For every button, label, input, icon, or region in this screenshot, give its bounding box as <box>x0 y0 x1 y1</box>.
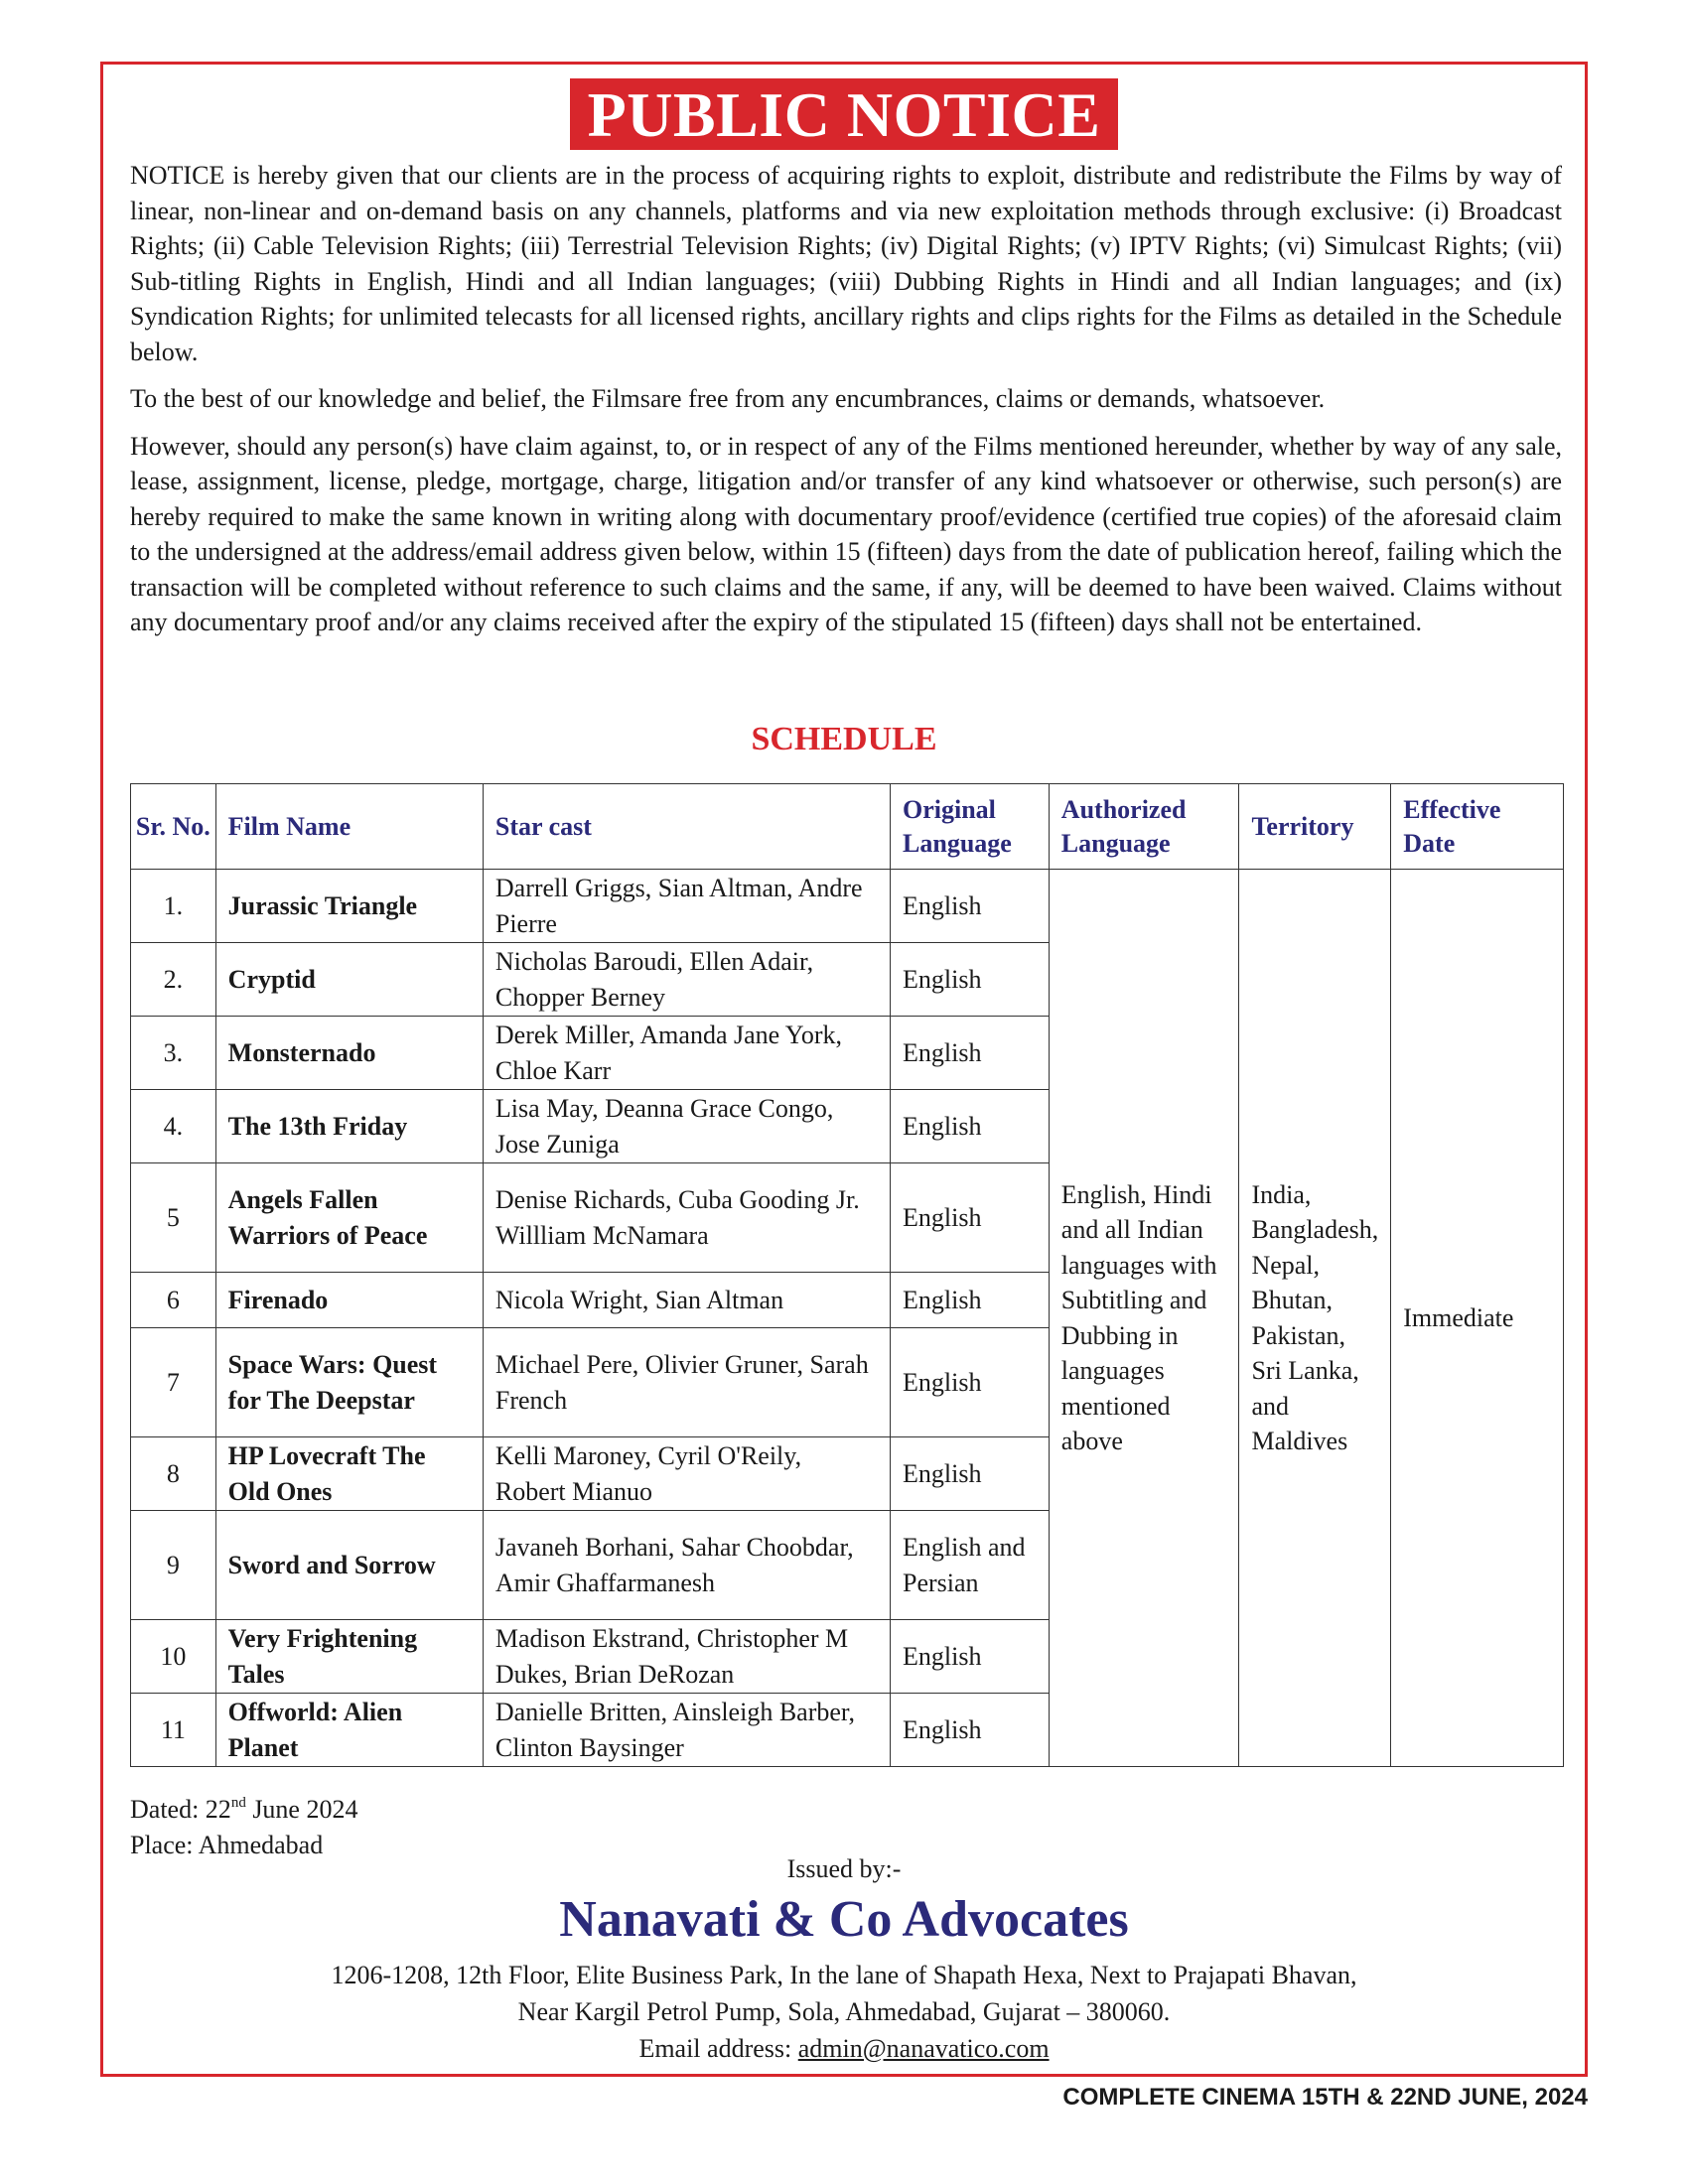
row-star-cast: Madison Ekstrand, Christopher M Dukes, Brian DeRozan <box>483 1620 890 1694</box>
dated-prefix: Dated: 22 <box>130 1795 231 1824</box>
place-line: Place: Ahmedabad <box>130 1831 324 1859</box>
header-sr-no: Sr. No. <box>131 784 216 870</box>
email-line <box>103 2030 1585 2067</box>
firm-name: Nanavati & Co Advocates <box>559 1891 1129 1948</box>
row-original-language: English <box>891 1273 1050 1328</box>
dated-suffix: June 2024 <box>245 1795 358 1824</box>
row-original-language: English <box>891 1437 1050 1511</box>
row-film-name: Jurassic Triangle <box>215 870 483 943</box>
row-film-name: Cryptid <box>215 943 483 1017</box>
row-star-cast: Lisa May, Deanna Grace Congo, Jose Zuniga <box>483 1090 890 1163</box>
header-territory: Territory <box>1239 784 1391 870</box>
row-sr-no: 10 <box>131 1620 216 1694</box>
row-original-language: English <box>891 870 1050 943</box>
row-star-cast: Nicola Wright, Sian Altman <box>483 1273 890 1328</box>
row-sr-no: 4. <box>131 1090 216 1163</box>
table-header-row <box>131 784 1564 870</box>
authorized-language-cell: English, Hindi and all Indian languages with Subtitling and Dubbing in languages mentioned above <box>1049 870 1239 1767</box>
row-original-language: English <box>891 1620 1050 1694</box>
notice-body <box>130 158 1562 652</box>
row-original-language: English <box>891 1163 1050 1273</box>
header-star-cast: Star cast <box>483 784 890 870</box>
header-film-name: Film Name <box>215 784 483 870</box>
row-sr-no: 3. <box>131 1017 216 1090</box>
issued-by: Issued by:- <box>786 1854 902 1883</box>
effective-date-cell: Immediate <box>1391 870 1564 1767</box>
row-film-name: Angels Fallen Warriors of Peace <box>215 1163 483 1273</box>
title-wrap <box>103 78 1585 150</box>
row-original-language: English <box>891 1017 1050 1090</box>
row-original-language: English and Persian <box>891 1511 1050 1620</box>
dated-line <box>130 1792 357 1828</box>
row-sr-no: 2. <box>131 943 216 1017</box>
row-film-name: Monsternado <box>215 1017 483 1090</box>
row-film-name: Very Frightening Tales <box>215 1620 483 1694</box>
row-sr-no: 6 <box>131 1273 216 1328</box>
row-film-name: HP Lovecraft The Old Ones <box>215 1437 483 1511</box>
row-original-language: English <box>891 943 1050 1017</box>
dated-ordinal: nd <box>230 1795 246 1811</box>
paragraph-rights: NOTICE is hereby given that our clients are in the process of acquiring rights to exploit, distribute and redistribute the Films by way of linear, non-linear and on-demand basis on any channels, platforms and via new exploitation methods through exclusive: (i) Broadcast Rights; (ii) Cable Television Rights; (iii) Terrestrial Television Rights; (iv) Digital Rights; (v) IPTV Rights; (vi) Simulcast Rights; (vii) Sub-titling Rights in English, Hindi and all Indian languages; (viii) Dubbing Rights in Hindi and all Indian languages; and (ix) Syndication Rights; for unlimited telecasts for all licensed rights, ancillary rights and clips rights for the Films as detailed in the Schedule below. <box>130 161 1562 366</box>
address-line-2: Near Kargil Petrol Pump, Sola, Ahmedabad, Gujarat – 380060. <box>517 1997 1171 2026</box>
schedule-table <box>130 783 1564 1767</box>
row-star-cast: Danielle Britten, Ainsleigh Barber, Clinton Baysinger <box>483 1694 890 1767</box>
row-film-name: Offworld: Alien Planet <box>215 1694 483 1767</box>
row-film-name: Sword and Sorrow <box>215 1511 483 1620</box>
paragraph-belief: To the best of our knowledge and belief, the Filmsare free from any encumbrances, claims or demands, whatsoever. <box>130 384 1326 413</box>
row-sr-no: 5 <box>131 1163 216 1273</box>
row-sr-no: 8 <box>131 1437 216 1511</box>
notice-frame <box>100 62 1588 2077</box>
row-star-cast: Derek Miller, Amanda Jane York, Chloe Karr <box>483 1017 890 1090</box>
firm-address <box>103 1957 1585 2067</box>
row-sr-no: 1. <box>131 870 216 943</box>
email-label: Email address: <box>638 2034 798 2063</box>
schedule-heading: SCHEDULE <box>751 721 937 757</box>
header-authorized-language: Authorized Language <box>1049 784 1239 870</box>
row-sr-no: 11 <box>131 1694 216 1767</box>
row-original-language: English <box>891 1694 1050 1767</box>
page-title: PUBLIC NOTICE <box>570 78 1119 150</box>
row-star-cast: Denise Richards, Cuba Gooding Jr. Willliam McNamara <box>483 1163 890 1273</box>
email-link[interactable]: admin@nanavatico.com <box>797 2034 1050 2063</box>
row-original-language: English <box>891 1328 1050 1437</box>
row-sr-no: 9 <box>131 1511 216 1620</box>
row-star-cast: Javaneh Borhani, Sahar Choobdar, Amir Ghaffarmanesh <box>483 1511 890 1620</box>
row-sr-no: 7 <box>131 1328 216 1437</box>
row-film-name: Space Wars: Quest for The Deepstar <box>215 1328 483 1437</box>
row-star-cast: Kelli Maroney, Cyril O'Reily, Robert Mianuo <box>483 1437 890 1511</box>
row-original-language: English <box>891 1090 1050 1163</box>
publication-footer: COMPLETE CINEMA 15TH & 22ND JUNE, 2024 <box>1062 2084 1588 2111</box>
row-film-name: Firenado <box>215 1273 483 1328</box>
territory-cell: India, Bangladesh, Nepal, Bhutan, Pakistan, Sri Lanka, and Maldives <box>1239 870 1391 1767</box>
row-star-cast: Darrell Griggs, Sian Altman, Andre Pierre <box>483 870 890 943</box>
header-original-language: Original Language <box>891 784 1050 870</box>
paragraph-claims: However, should any person(s) have claim against, to, or in respect of any of the Films mentioned hereunder, whether by way of any sale, lease, assignment, license, pledge, mortgage, charge, litigation and/or transfer of any kind whatsoever or otherwise, such person(s) are hereby required to make the same known in writing along with documentary proof/evidence (certified true copies) of the aforesaid claim to the undersigned at the address/email address given below, within 15 (fifteen) days from the date of publication hereof, failing which the transaction will be completed without reference to such claims and the same, if any, will be deemed to have been waived. Claims without any documentary proof and/or any claims received after the expiry of the stipulated 15 (fifteen) days shall not be entertained. <box>130 431 1562 636</box>
header-effective-date: Effective Date <box>1391 784 1564 870</box>
table-row <box>131 870 1564 943</box>
address-line-1: 1206-1208, 12th Floor, Elite Business Park, In the lane of Shapath Hexa, Next to Prajapati Bhavan, <box>331 1961 1357 1989</box>
row-star-cast: Nicholas Baroudi, Ellen Adair, Chopper Berney <box>483 943 890 1017</box>
row-film-name: The 13th Friday <box>215 1090 483 1163</box>
row-star-cast: Michael Pere, Olivier Gruner, Sarah French <box>483 1328 890 1437</box>
